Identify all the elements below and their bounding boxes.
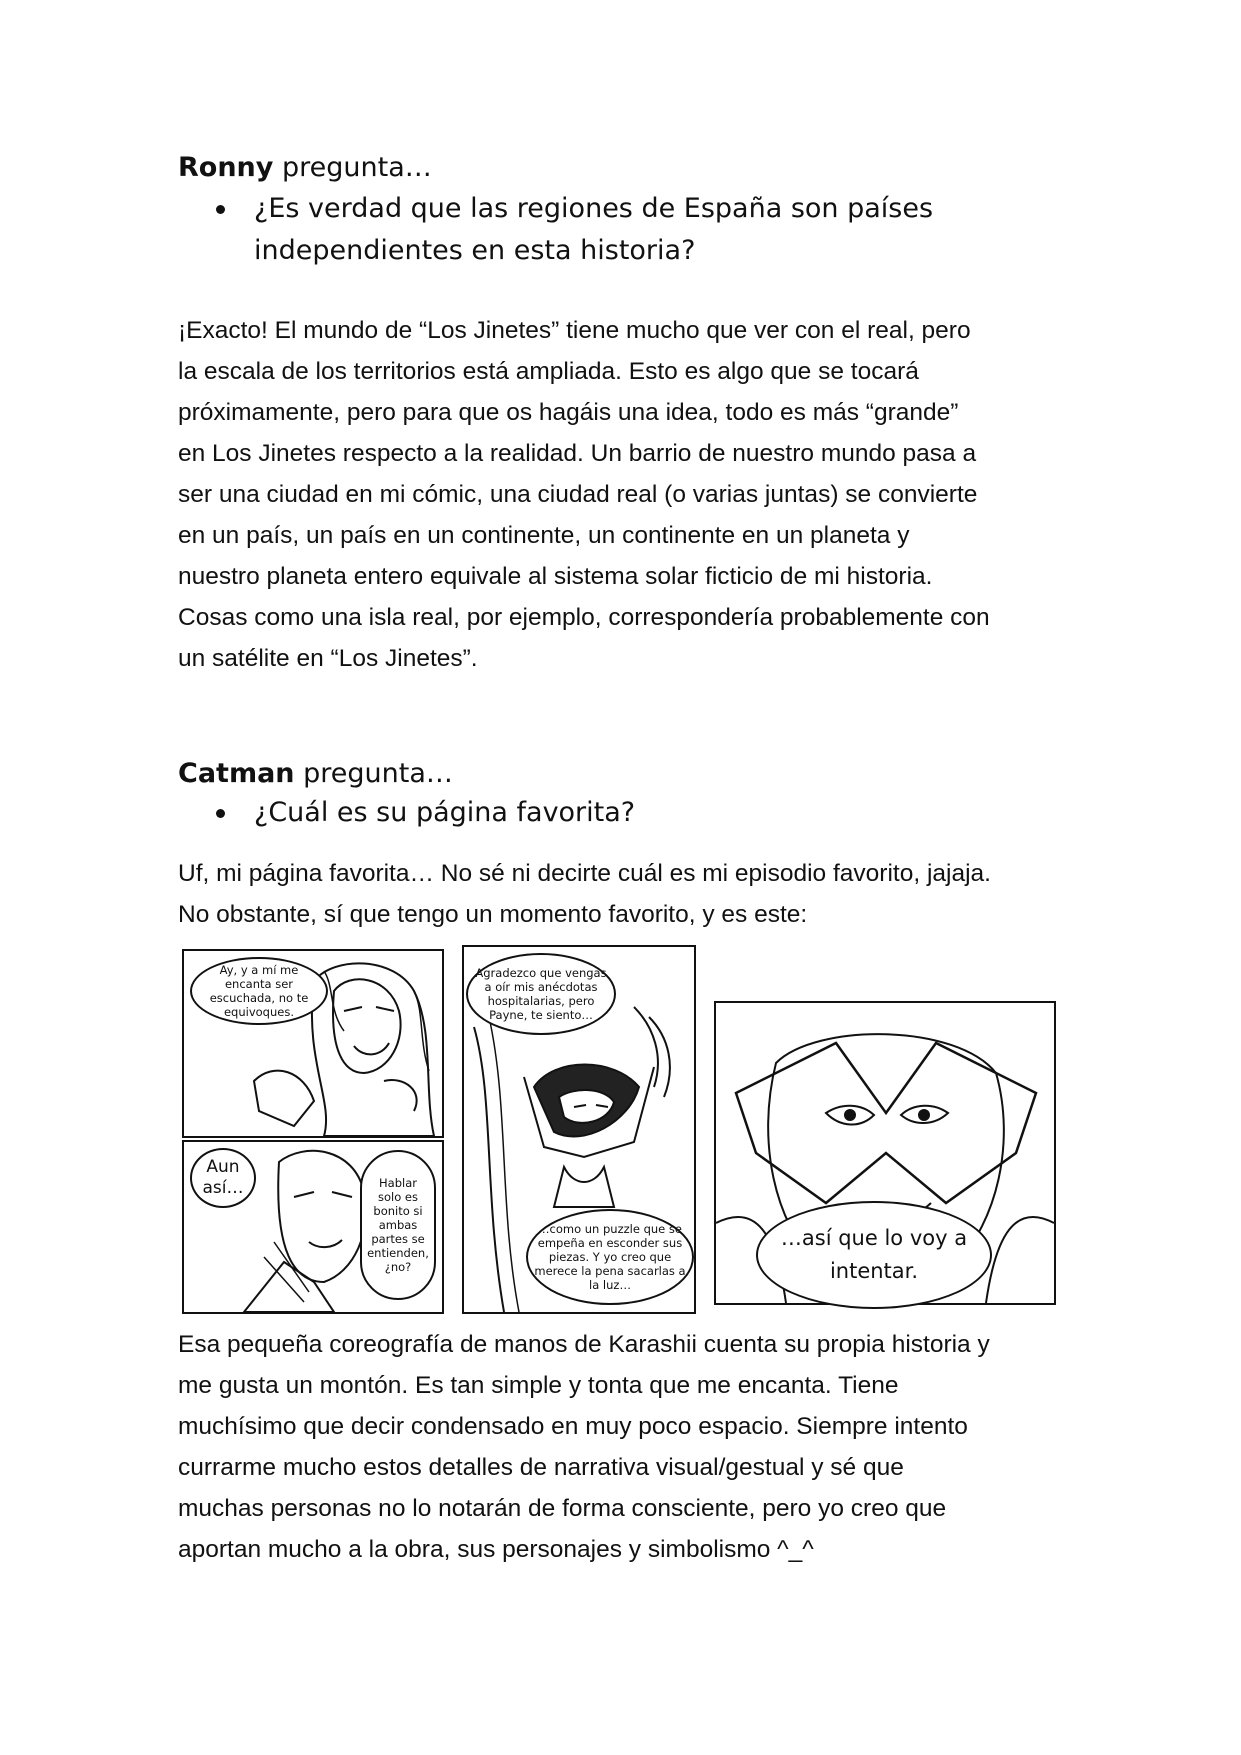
paragraph-line: en Los Jinetes respecto a la realidad. Un barrio de nuestro mundo pasa a [178, 440, 977, 467]
paragraph-line: muchísimo que decir condensado en muy poco espacio. Siempre intento [178, 1413, 968, 1440]
question-heading-1 [178, 150, 432, 186]
question-heading-2 [178, 756, 453, 792]
paragraph-line: en un país, un país en un continente, un continente en un planeta y [178, 522, 910, 549]
asker-verb: pregunta… [281, 152, 432, 183]
paragraph-line: currarme mucho estos detalles de narrativa visual/gestual y sé que [178, 1454, 904, 1481]
paragraph-line: aportan mucho a la obra, sus personajes y simbolismo ^_^ [178, 1536, 814, 1563]
answer-paragraph-1 [178, 310, 1068, 679]
comic-panel-man [182, 1140, 444, 1314]
speech-bubble: …así que lo voy a intentar. [756, 1201, 992, 1309]
paragraph-line: No obstante, sí que tengo un momento favorito, y es este: [178, 901, 808, 928]
question-bullet-1 [216, 188, 976, 278]
paragraph-line: Uf, mi página favorita… No sé ni decirte cuál es mi episodio favorito, jajaja. [178, 860, 991, 887]
paragraph-line: ser una ciudad en mi cómic, una ciudad real (o varias juntas) se convierte [178, 481, 978, 508]
question-text-line: ¿Es verdad que las regiones de España son países [254, 193, 934, 224]
answer-outro-paragraph [178, 1324, 1068, 1570]
answer-intro-paragraph [178, 853, 1068, 935]
question-bullet-2 [216, 792, 976, 836]
asker-name: Ronny [178, 152, 274, 183]
asker-name: Catman [178, 758, 295, 789]
bullet-icon [216, 809, 225, 818]
paragraph-line: nuestro planeta entero equivale al sistema solar ficticio de mi historia. [178, 563, 933, 590]
paragraph-line: próximamente, pero para que os hagáis una idea, todo es más “grande” [178, 399, 959, 426]
paragraph-line: muchas personas no lo notarán de forma consciente, pero yo creo que [178, 1495, 947, 1522]
bullet-icon [216, 205, 225, 214]
paragraph-line: me gusta un montón. Es tan simple y tonta que me encanta. Tiene [178, 1372, 899, 1399]
asker-verb: pregunta… [303, 758, 453, 789]
paragraph-line: Cosas como una isla real, por ejemplo, correspondería probablemente con [178, 604, 990, 631]
paragraph-line: ¡Exacto! El mundo de “Los Jinetes” tiene mucho que ver con el real, pero [178, 317, 971, 344]
speech-bubble: Aun así… [190, 1148, 256, 1208]
comic-strip [178, 945, 1068, 1313]
speech-bubble: Agradezco que vengas a oír mis anécdotas hospitalarias, pero Payne, te siento… [466, 953, 616, 1035]
speech-bubble: Ay, y a mí me encanta ser escuchada, no te equivoques. [190, 957, 328, 1025]
paragraph-line: la escala de los territorios está ampliada. Esto es algo que se tocará [178, 358, 919, 385]
speech-bubble: Hablar solo es bonito si ambas partes se entienden, ¿no? [360, 1150, 436, 1300]
speech-bubble: …como un puzzle que se empeña en esconder sus piezas. Y yo creo que merece la pena sacarlas a la luz… [526, 1209, 694, 1305]
paragraph-line: un satélite en “Los Jinetes”. [178, 645, 478, 672]
comic-panel-woman [182, 949, 444, 1138]
paragraph-line: Esa pequeña coreografía de manos de Karashii cuenta su propia historia y [178, 1331, 990, 1358]
comic-panel-hands-frame [462, 945, 696, 1314]
question-text-line: ¿Cuál es su página favorita? [254, 797, 636, 828]
question-text-line: independientes en esta historia? [254, 235, 696, 266]
